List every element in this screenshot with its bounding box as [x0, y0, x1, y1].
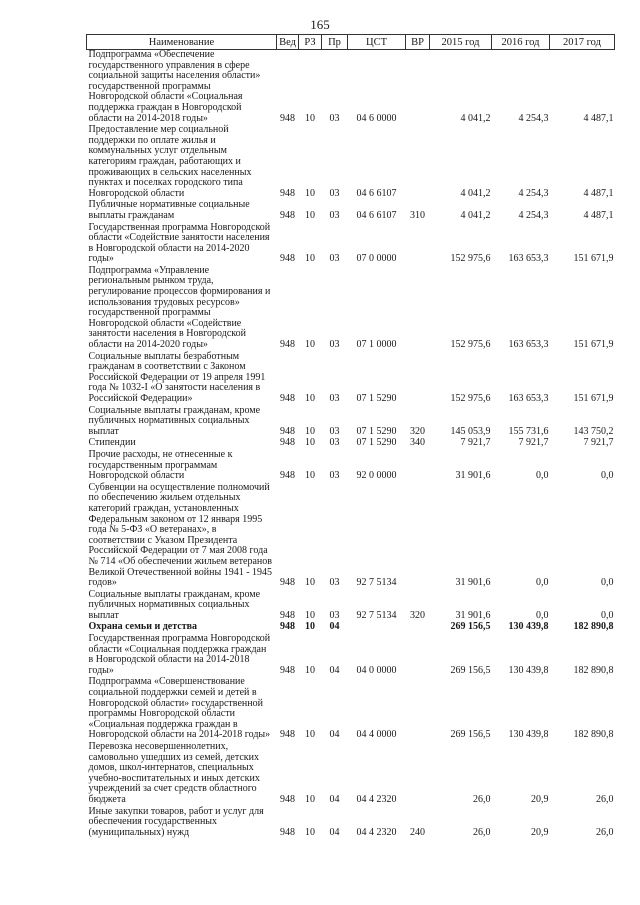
- cell-year-2017: 0,0: [601, 470, 614, 482]
- table-row: [87, 200, 615, 222]
- cell-ved: 948: [280, 609, 295, 621]
- cell-name: Субвенции на осуществление полномочий по обеспечению жильем отдельных категорий граждан, установленных Федеральным законом от 12 января 1995 года № 5-ФЗ «О ветеранах», в соответствии с Указом Президента Российской Федерации от 7 мая 2008 года № 714 «Об обеспечении жильем ветеранов Великой Отечественной войны 1941 - 1945 годов»: [88, 481, 273, 589]
- cell-ved: 948: [280, 577, 295, 589]
- cell-pr: 03: [329, 470, 340, 482]
- cell-rz: 10: [305, 209, 315, 221]
- cell-rz: 10: [305, 609, 315, 621]
- cell-name: Социальные выплаты безработным гражданам в соответствии с Законом Российской Федерации от 19 апреля 1991 года № 1032-I «О занятости населения в Российской Федерации»: [88, 350, 266, 404]
- table-row: [87, 125, 615, 200]
- cell-vr: 340: [410, 437, 425, 449]
- cell-year-2015: 31 901,6: [455, 609, 491, 621]
- cell-pr: 03: [329, 253, 340, 265]
- cell-name: Охрана семьи и детства: [88, 621, 198, 633]
- header-year-2015: 2015 год: [430, 35, 492, 50]
- cell-year-2016: 4 254,3: [518, 209, 549, 221]
- table-row: [87, 807, 615, 840]
- cell-year-2017: 0,0: [601, 609, 614, 621]
- cell-year-2015: 269 156,5: [450, 664, 491, 676]
- cell-rz: 10: [305, 664, 315, 676]
- cell-name: Прочие расходы, не отнесенные к государственным программам Новгородской области: [88, 448, 233, 482]
- page-number: 165: [310, 17, 330, 32]
- cell-name: Перевозка несовершеннолетних, самовольно ушедших из семей, детских домов, школ-интернатов, специальных учебно-воспитательных и иных детских учреждений за счет средств областного бюджета: [88, 741, 260, 805]
- cell-rz: 10: [305, 577, 315, 589]
- cell-vr: [406, 622, 430, 634]
- table-row: [87, 406, 615, 439]
- cell-ved: 948: [280, 470, 295, 482]
- cell-year-2017: 143 750,2: [573, 425, 614, 437]
- cell-vr: [406, 223, 430, 266]
- table-row: [87, 742, 615, 807]
- cell-year-2017: 182 890,8: [573, 664, 614, 676]
- cell-pr: 03: [329, 609, 340, 621]
- cell-year-2017: 26,0: [596, 826, 614, 838]
- cell-year-2015: 26,0: [473, 793, 491, 805]
- cell-cst: 92 7 5134: [356, 577, 397, 589]
- cell-pr: 04: [329, 621, 340, 633]
- cell-vr: [406, 450, 430, 483]
- cell-year-2017: 151 671,9: [573, 253, 614, 265]
- cell-ved: 948: [280, 253, 295, 265]
- header-ved: Вед: [277, 35, 299, 50]
- cell-name: Публичные нормативные социальные выплаты гражданам: [88, 199, 250, 221]
- budget-table-wrapper: [86, 34, 614, 839]
- cell-rz: 10: [305, 729, 315, 741]
- cell-ved: 948: [280, 826, 295, 838]
- cell-vr: 310: [410, 209, 425, 221]
- cell-cst: 07 1 5290: [356, 425, 397, 437]
- cell-year-2017: 7 921,7: [583, 437, 614, 449]
- cell-year-2016: 0,0: [536, 609, 549, 621]
- cell-year-2016: 7 921,7: [518, 437, 549, 449]
- cell-year-2017: 151 671,9: [573, 339, 614, 351]
- header-year-2017: 2017 год: [550, 35, 615, 50]
- cell-year-2016: 163 653,3: [508, 253, 549, 265]
- cell-pr: 03: [329, 209, 340, 221]
- cell-name: Подпрограмма «Совершенствование социальной поддержки семей и детей в Новгородской области» государственной программы Новгородской области «Социальная поддержка граждан в Новгородской области на 2014-2018 годы»: [88, 676, 271, 741]
- cell-rz: 10: [305, 470, 315, 482]
- table-row: [87, 483, 615, 590]
- cell-year-2015: 269 156,5: [450, 729, 491, 741]
- cell-name: Иные закупки товаров, работ и услуг для обеспечения государственных (муниципальных) нужд: [88, 805, 264, 838]
- cell-cst: 07 1 5290: [356, 437, 397, 449]
- cell-year-2015: 269 156,5: [450, 621, 491, 633]
- cell-vr: [406, 634, 430, 677]
- cell-year-2016: 155 731,6: [508, 425, 549, 437]
- table-row: [87, 634, 615, 677]
- cell-ved: 948: [280, 393, 295, 404]
- cell-cst: 04 4 2320: [356, 826, 397, 838]
- cell-cst: 04 6 6107: [356, 209, 397, 221]
- cell-pr: 03: [329, 393, 340, 404]
- cell-ved: 948: [280, 437, 295, 449]
- cell-pr: 03: [329, 437, 340, 449]
- cell-rz: 10: [305, 253, 315, 265]
- cell-vr: 320: [410, 609, 425, 621]
- cell-pr: 04: [329, 729, 340, 741]
- cell-year-2015: 145 053,9: [450, 425, 491, 437]
- cell-name: Социальные выплаты гражданам, кроме публичных нормативных социальных выплат: [88, 404, 261, 437]
- table-row: [87, 50, 615, 126]
- cell-year-2017: 4 487,1: [583, 209, 614, 221]
- cell-rz: 10: [305, 437, 315, 449]
- table-row: [87, 266, 615, 352]
- table-row: [87, 223, 615, 266]
- cell-year-2015: 152 975,6: [450, 253, 491, 265]
- cell-cst: [348, 622, 406, 634]
- cell-year-2015: 26,0: [473, 826, 491, 838]
- cell-cst: 92 0 0000: [356, 470, 397, 482]
- cell-name: Стипендии: [88, 437, 136, 449]
- cell-year-2017: 151 671,9: [573, 393, 614, 404]
- cell-cst: 04 6 6107: [356, 187, 397, 199]
- header-rz: РЗ: [299, 35, 322, 50]
- header-cst: ЦСТ: [348, 35, 406, 50]
- cell-vr: 320: [410, 425, 425, 437]
- header-name: Наименование: [87, 35, 277, 50]
- cell-ved: 948: [280, 664, 295, 676]
- cell-cst: 07 0 0000: [356, 253, 397, 265]
- cell-pr: 03: [329, 187, 340, 199]
- cell-year-2017: 4 487,1: [583, 187, 614, 199]
- table-row: [87, 590, 615, 623]
- cell-pr: 04: [329, 826, 340, 838]
- cell-year-2017: 0,0: [601, 577, 614, 589]
- cell-year-2017: 4 487,1: [583, 112, 614, 124]
- cell-rz: 10: [305, 393, 315, 404]
- cell-year-2015: 4 041,2: [460, 187, 491, 199]
- cell-ved: 948: [280, 621, 295, 633]
- cell-vr: 240: [410, 826, 425, 838]
- cell-year-2015: 7 921,7: [460, 437, 491, 449]
- cell-year-2016: 163 653,3: [508, 339, 549, 351]
- cell-cst: 04 6 0000: [356, 112, 397, 124]
- table-header: [87, 35, 615, 50]
- table-row: [87, 450, 615, 483]
- cell-pr: 04: [329, 793, 340, 805]
- budget-table: [86, 34, 615, 839]
- cell-cst: 07 1 5290: [356, 393, 397, 404]
- table-row: [87, 677, 615, 742]
- cell-ved: 948: [280, 112, 295, 124]
- table-row: [87, 352, 615, 406]
- cell-rz: 10: [305, 425, 315, 437]
- cell-ved: 948: [280, 209, 295, 221]
- cell-year-2015: 31 901,6: [455, 577, 491, 589]
- cell-vr: [406, 677, 430, 742]
- cell-year-2016: 130 439,8: [508, 729, 549, 741]
- cell-ved: 948: [280, 339, 295, 351]
- header-vr: ВР: [406, 35, 430, 50]
- header-year-2016: 2016 год: [492, 35, 550, 50]
- cell-year-2016: 163 653,3: [508, 393, 549, 404]
- cell-ved: 948: [280, 729, 295, 741]
- cell-year-2015: 4 041,2: [460, 209, 491, 221]
- cell-year-2017: 182 890,8: [573, 729, 614, 741]
- cell-rz: 10: [305, 187, 315, 199]
- cell-vr: [406, 266, 430, 352]
- cell-rz: 10: [305, 112, 315, 124]
- cell-cst: 04 4 2320: [356, 793, 397, 805]
- cell-year-2017: 26,0: [596, 793, 614, 805]
- cell-vr: [406, 742, 430, 807]
- cell-year-2016: 130 439,8: [508, 621, 549, 633]
- cell-year-2017: 182 890,8: [573, 621, 614, 633]
- cell-name: Предоставление мер социальной поддержки по оплате жилья и коммунальных услуг отдельным категориям граждан, работающих и проживающих в сельских населенных пунктах и поселках городского типа Новгородской области: [88, 124, 252, 199]
- cell-year-2016: 4 254,3: [518, 112, 549, 124]
- cell-cst: 04 4 0000: [356, 729, 397, 741]
- cell-rz: 10: [305, 621, 315, 633]
- cell-year-2015: 31 901,6: [455, 470, 491, 482]
- cell-cst: 07 1 0000: [356, 339, 397, 351]
- cell-name: Подпрограмма «Обеспечение государственного управления в сфере социальной защиты населения области» государственной программы Новгородской области «Социальная поддержка граждан в Новгородской области на 2014-2018 годы»: [88, 49, 261, 124]
- cell-year-2016: 20,9: [531, 793, 549, 805]
- cell-year-2015: 152 975,6: [450, 393, 491, 404]
- cell-year-2016: 20,9: [531, 826, 549, 838]
- cell-pr: 03: [329, 425, 340, 437]
- cell-ved: 948: [280, 425, 295, 437]
- cell-rz: 10: [305, 793, 315, 805]
- cell-pr: 03: [329, 577, 340, 589]
- cell-ved: 948: [280, 793, 295, 805]
- cell-name: Подпрограмма «Управление региональным рынком труда, регулирование процессов формирования и использования трудовых ресурсов» государственной программы Новгородской области «Содействие занятости населения в Новгородской области на 2014-2020 годы»: [88, 264, 271, 351]
- cell-rz: 10: [305, 826, 315, 838]
- cell-cst: 92 7 5134: [356, 609, 397, 621]
- cell-pr: 03: [329, 339, 340, 351]
- cell-year-2015: 4 041,2: [460, 112, 491, 124]
- cell-name: Государственная программа Новгородской области «Социальная поддержка граждан в Новгородской области на 2014-2018 годы»: [88, 633, 271, 676]
- cell-cst: 04 0 0000: [356, 664, 397, 676]
- cell-year-2016: 130 439,8: [508, 664, 549, 676]
- cell-vr: [406, 483, 430, 590]
- cell-name: Государственная программа Новгородской области «Содействие занятости населения в Новгородской области на 2014-2020 годы»: [88, 221, 271, 265]
- table-body: [87, 50, 615, 840]
- cell-vr: [406, 125, 430, 200]
- cell-year-2015: 152 975,6: [450, 339, 491, 351]
- cell-pr: 03: [329, 112, 340, 124]
- cell-year-2016: 0,0: [536, 577, 549, 589]
- cell-ved: 948: [280, 187, 295, 199]
- cell-vr: [406, 50, 430, 126]
- cell-rz: 10: [305, 339, 315, 351]
- header-pr: Пр: [322, 35, 348, 50]
- cell-pr: 04: [329, 664, 340, 676]
- cell-name: Социальные выплаты гражданам, кроме публичных нормативных социальных выплат: [88, 588, 261, 621]
- cell-vr: [406, 352, 430, 406]
- cell-year-2016: 4 254,3: [518, 187, 549, 199]
- cell-year-2016: 0,0: [536, 470, 549, 482]
